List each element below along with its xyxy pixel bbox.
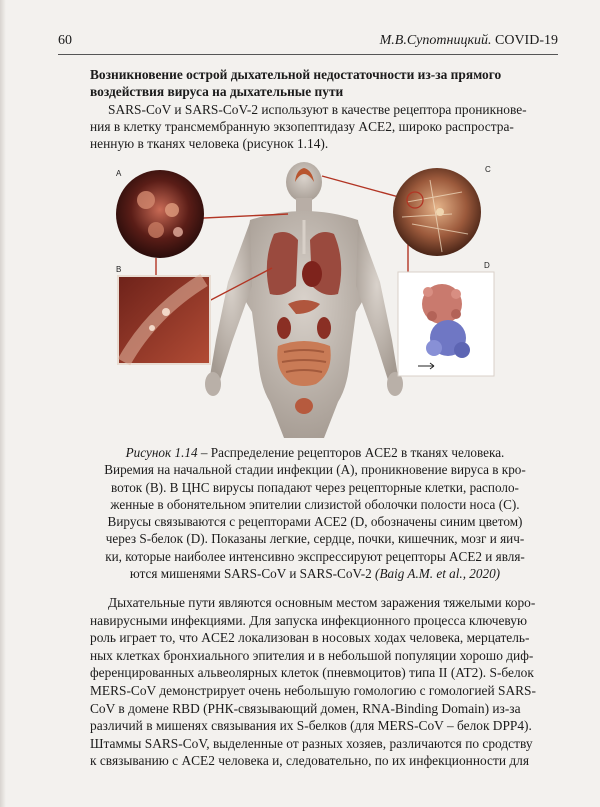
caption-line: воток (B). В ЦНС вирусы попадают через рецепторные клетки, располо- [111, 479, 519, 495]
kidney-left-illustration [277, 317, 291, 339]
body-line: Дыхательные пути являются основным местом заражения тяжелыми коро- [108, 595, 536, 610]
body-line: роль играет то, что ACE2 локализован в носовых ходах человека, мерцатель- [90, 630, 530, 646]
body-paragraph [90, 594, 540, 770]
panel-d [398, 261, 494, 376]
panel-label-d: D [484, 261, 490, 270]
book-title: COVID-19 [495, 33, 558, 48]
caption-citation: (Baig A.M. et al., 2020) [375, 566, 501, 582]
caption-line [90, 444, 540, 461]
panel-label-c: C [485, 165, 491, 174]
heart-illustration [302, 261, 322, 287]
body-line: ных клетках бронхиального эпителия и в небольшой популяции хорошо диф- [90, 647, 534, 663]
caption-line-text: – Распределение рецепторов ACE2 в тканях человека. [197, 445, 505, 460]
body-line: CoV в домене RBD (РНК-связывающий домен, RNA-Binding Domain) из-за [90, 700, 521, 716]
caption-line: Вирусы связываются с рецепторами ACE2 (D, обозначены синим цветом) [107, 514, 523, 530]
body-line: MERS-CoV демонстрирует очень небольшую гомологию с гомологией SARS- [90, 682, 536, 698]
intro-paragraph [90, 101, 540, 152]
panel-c [393, 165, 491, 256]
body-line: различий в мишенях связывания их S-белков (для MERS-CoV – белок DPP4). [90, 718, 532, 734]
body-line: ференцированных альвеолярных клеток (пневмоцитов) типа II (AT2). S-белок [90, 665, 534, 681]
caption-line: ки, которые наиболее интенсивно экспрессируют рецепторы ACE2 и явля- [105, 548, 525, 564]
running-header [58, 33, 558, 49]
author-name: М.В.Супотницкий. [379, 33, 492, 48]
caption-label: Рисунок 1.14 [125, 445, 198, 460]
intro-line: ненную в тканях человека (рисунок 1.14). [90, 136, 329, 151]
running-title [380, 33, 558, 49]
caption-line: Виремия на начальной стадии инфекции (A), проникновение вируса в кро- [104, 462, 526, 478]
panel-b [116, 265, 210, 364]
ace2-distribution-figure [112, 162, 497, 438]
header-rule [58, 54, 558, 55]
section-title-line: Возникновение острой дыхательной недостаточности из-за прямого [90, 67, 502, 82]
page-gutter-shadow [0, 0, 6, 807]
kidney-right-illustration [317, 317, 331, 339]
panel-label-b: B [116, 265, 122, 274]
caption-line [90, 565, 540, 582]
section-title [90, 66, 540, 100]
caption-line-text: ются мишенями SARS-CoV и SARS-CoV-2 [129, 566, 372, 582]
caption-line: женные в обонятельном эпителии слизистой оболочки полости носа (C). [110, 496, 520, 512]
page-number: 60 [58, 33, 72, 48]
testes-illustration [295, 398, 313, 414]
body-line: к связыванию с ACE2 человека и, следовательно, по их инфекционности для [90, 753, 529, 769]
caption-line: через S-белок (D). Показаны легкие, сердце, почки, кишечник, мозг и яич- [105, 531, 525, 547]
body-line: Штаммы SARS-CoV, выделенные от разных хозяев, различаются по сродству [90, 735, 533, 751]
panel-a [116, 169, 204, 258]
panel-label-a: A [116, 169, 122, 178]
section-title-line: воздействия вируса на дыхательные пути [90, 84, 344, 99]
body-line: навирусными инфекциями. Для запуска инфекционного процесса ключевую [90, 612, 527, 628]
intro-line: SARS-CoV и SARS-CoV-2 используют в качестве рецептора проникнове- [108, 102, 527, 117]
intro-line: ния в клетку трансмембранную экзопептидазу ACE2, широко распростра- [90, 119, 514, 134]
figure-caption [90, 444, 540, 582]
